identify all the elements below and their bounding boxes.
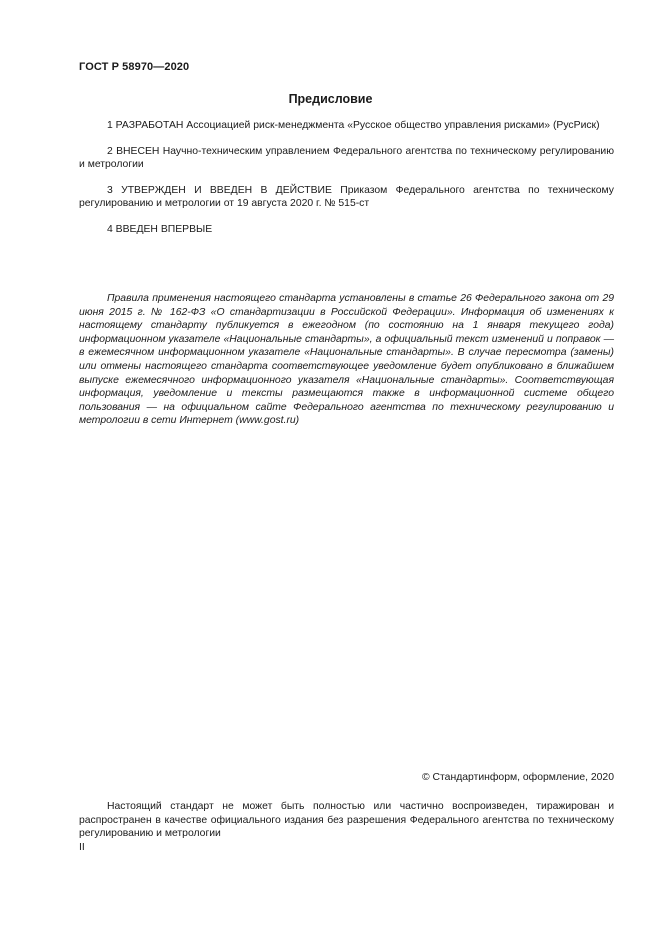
- page-title: Предисловие: [288, 92, 373, 106]
- foreword-body: [79, 119, 614, 249]
- application-rules-note: Правила применения настоящего стандарта установлены в статье 26 Федерального закона от 29 июня 2015 г. № 162-ФЗ «О стандартизации в Российской Федерации». Информация об изменениях к настоящему стандарту публикуется в ежегодном (по состоянию на 1 января текущего года) информационном указателе «Национальные стандарты», а официальный текст изменений и поправок — в ежемесячном информационном указателе «Национальные стандарты». В случае пересмотра (замены) или отмены настоящего стандарта соответствующее уведомление будет опубликовано в ближайшем выпуске ежемесячного информационного указателя «Национальные стандарты». Соответствующая информация, уведомление и тексты размещаются также в информационной системе общего пользования — на официальном сайте Федерального агентства по техническому регулированию и метрологии в сети Интернет (www.gost.ru): [79, 293, 614, 427]
- foreword-item-developed: 1 РАЗРАБОТАН Ассоциацией риск-менеджмента «Русское общество управления рисками» (РусРиск): [107, 120, 600, 131]
- foreword-item-approved: 3 УТВЕРЖДЕН И ВВЕДЕН В ДЕЙСТВИЕ Приказом Федерального агентства по техническому регулированию и метрологии от 19 августа 2020 г. № 515-ст: [79, 184, 614, 210]
- foreword-item-introduced: 2 ВНЕСЕН Научно-техническим управлением Федерального агентства по техническому регулированию и метрологии: [79, 145, 614, 171]
- page-number: II: [79, 842, 85, 853]
- copyright-line: © Стандартинформ, оформление, 2020: [421, 772, 614, 783]
- reproduction-notice: Настоящий стандарт не может быть полностью или частично воспроизведен, тиражирован и распространен в качестве официального издания без разрешения Федерального агентства по техническому регулированию и метрологии: [79, 801, 614, 840]
- document-code: ГОСТ Р 58970—2020: [79, 61, 190, 73]
- foreword-item-first-introduced: 4 ВВЕДЕН ВПЕРВЫЕ: [107, 223, 213, 235]
